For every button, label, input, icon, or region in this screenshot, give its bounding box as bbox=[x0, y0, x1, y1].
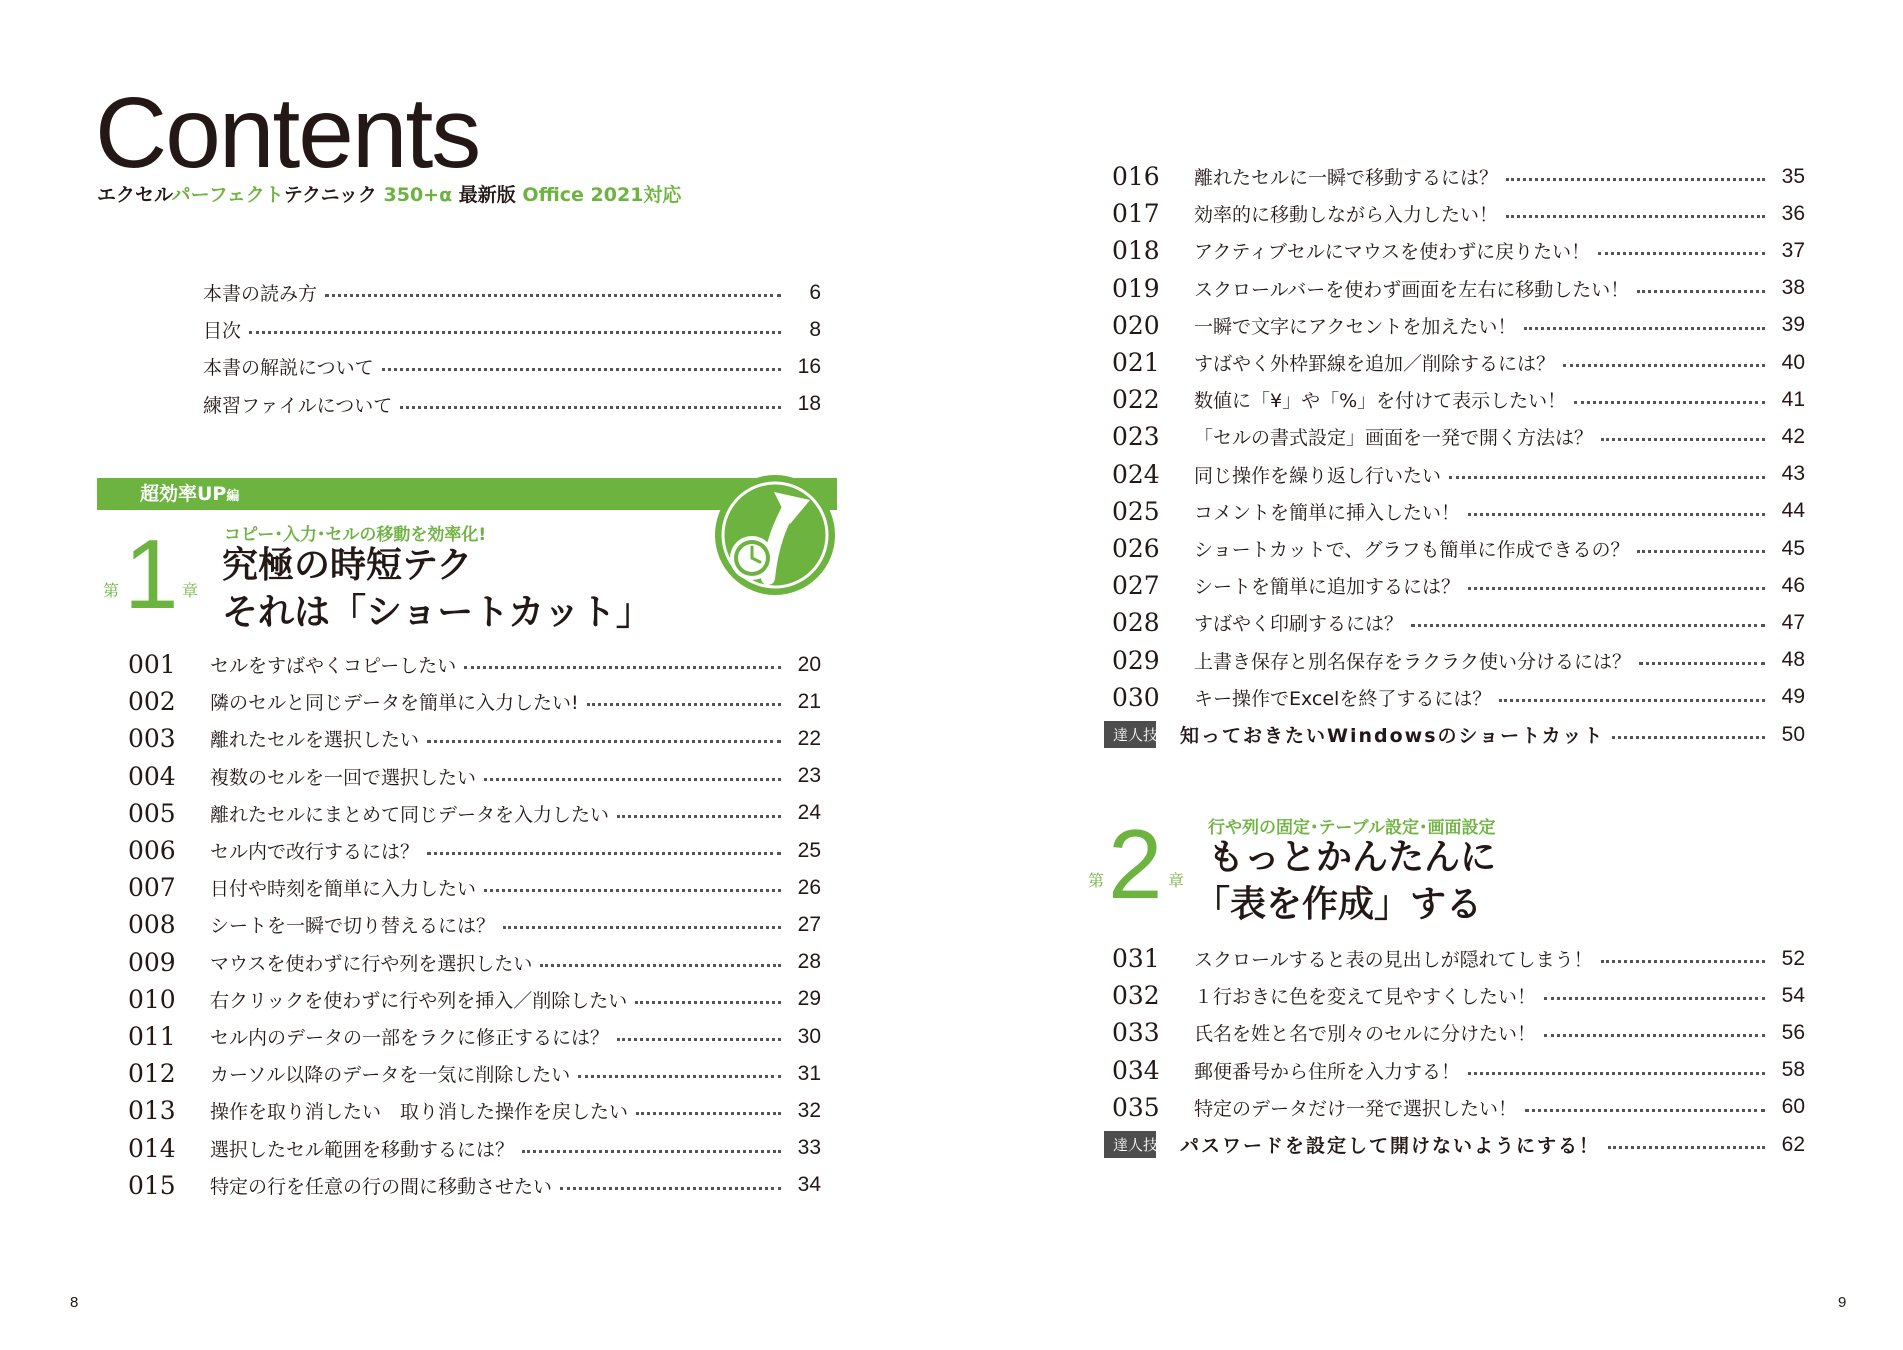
toc-item-number: 003 bbox=[128, 724, 176, 754]
page-title: Contents bbox=[95, 77, 480, 189]
toc-leader-dots bbox=[464, 666, 781, 669]
toc-item-page: 30 bbox=[797, 1024, 821, 1048]
toc-item-page: 47 bbox=[1781, 610, 1805, 634]
toc-item-number: 008 bbox=[128, 910, 176, 940]
expert-tip-item bbox=[1104, 716, 1805, 753]
toc-leader-dots bbox=[636, 1112, 781, 1115]
toc-item bbox=[1112, 940, 1805, 977]
toc-item-number: 006 bbox=[128, 836, 176, 865]
toc-leader-dots bbox=[1601, 960, 1765, 963]
chapter-1-title-line1: 究極の時短テク bbox=[222, 545, 473, 586]
subtitle-part-4: 350+α bbox=[383, 184, 453, 206]
toc-item bbox=[1112, 679, 1805, 716]
chapter-2-title-line2: 「表を作成」する bbox=[1194, 884, 1483, 925]
toc-item-label: 本書の読み方 bbox=[203, 283, 318, 305]
chapter-2-subtitle: 行や列の固定･テーブル設定･画面設定 bbox=[1208, 818, 1496, 838]
toc-item-page: 23 bbox=[797, 764, 821, 788]
page-number-right: 9 bbox=[1838, 1294, 1847, 1311]
chapter-2-suffix: 章 bbox=[1168, 871, 1185, 890]
toc-leader-dots bbox=[1563, 364, 1765, 367]
toc-leader-dots bbox=[1637, 550, 1765, 553]
toc-item bbox=[1112, 344, 1805, 381]
toc-item bbox=[1112, 642, 1805, 679]
expert-tip-item bbox=[1104, 1126, 1805, 1163]
toc-item-page: 54 bbox=[1781, 983, 1805, 1007]
toc-item bbox=[128, 832, 821, 869]
toc-leader-dots bbox=[1449, 476, 1765, 479]
toc-item bbox=[1112, 1014, 1805, 1051]
toc-item-page: 31 bbox=[797, 1061, 821, 1085]
chapter-1-title-line2: それは「ショートカット」 bbox=[222, 592, 652, 633]
toc-item bbox=[128, 683, 821, 720]
expert-tip-badge: 達人技 bbox=[1104, 721, 1156, 748]
section-banner-text: 超効率UP bbox=[140, 483, 227, 505]
toc-leader-dots bbox=[249, 331, 781, 334]
toc-leader-dots bbox=[1544, 997, 1765, 1000]
toc-item-number: 011 bbox=[128, 1022, 176, 1051]
toc-leader-dots bbox=[617, 1038, 781, 1041]
toc-item-page: 44 bbox=[1781, 499, 1805, 523]
toc-item-label: セル内のデータの一部をラクに修正するには？ bbox=[210, 1027, 610, 1049]
toc-item-page: 42 bbox=[1781, 424, 1805, 448]
chapter-1-prefix: 第 bbox=[103, 581, 120, 600]
toc-item-number: 017 bbox=[1112, 199, 1160, 229]
chapter-2-prefix: 第 bbox=[1088, 871, 1105, 890]
toc-item-label: シートを一瞬で切り替えるには？ bbox=[210, 915, 496, 938]
toc-item-label: 離れたセルを選択したい bbox=[210, 729, 420, 752]
toc-item-page: 46 bbox=[1781, 573, 1805, 597]
toc-leader-dots bbox=[1506, 178, 1765, 181]
toc-item-label: 効率的に移動しながら入力したい！ bbox=[1194, 204, 1499, 227]
subtitle-part-1: エクセル bbox=[97, 184, 172, 206]
toc-item-page: 43 bbox=[1781, 462, 1805, 486]
toc-leader-dots bbox=[503, 926, 781, 929]
toc-item bbox=[1112, 381, 1805, 418]
toc-item-page: 38 bbox=[1781, 276, 1805, 300]
toc-item-label: 氏名を姓と名で別々のセルに分けたい！ bbox=[1194, 1023, 1537, 1046]
toc-item-page: 39 bbox=[1781, 313, 1805, 337]
toc-item-label: 操作を取り消したい 取り消した操作を戻したい bbox=[210, 1101, 629, 1124]
toc-item-number: 013 bbox=[128, 1096, 176, 1126]
book-subtitle bbox=[97, 180, 681, 207]
toc-item-number: 009 bbox=[128, 947, 176, 977]
toc-item bbox=[1112, 158, 1805, 195]
toc-item-label: すばやく印刷するには？ bbox=[1194, 613, 1404, 636]
front-matter-item bbox=[203, 386, 821, 423]
toc-leader-dots bbox=[1411, 624, 1765, 627]
toc-item-page: 49 bbox=[1781, 685, 1805, 709]
toc-item-number: 014 bbox=[128, 1133, 176, 1163]
front-matter-item bbox=[203, 311, 821, 348]
toc-item bbox=[1112, 456, 1805, 493]
toc-item-number: 027 bbox=[1112, 571, 1160, 601]
toc-leader-dots bbox=[1524, 327, 1765, 330]
toc-item-page: 8 bbox=[809, 317, 821, 341]
toc-leader-dots bbox=[1468, 1072, 1765, 1075]
toc-item bbox=[128, 795, 821, 832]
toc-item-number: 020 bbox=[1112, 310, 1160, 340]
toc-item-label: 同じ操作を繰り返し行いたい bbox=[1194, 464, 1442, 487]
toc-leader-dots bbox=[1499, 699, 1765, 702]
toc-leader-dots bbox=[578, 1075, 781, 1078]
toc-item bbox=[1112, 270, 1805, 307]
toc-item-label: 一瞬で文字にアクセントを加えたい！ bbox=[1194, 315, 1517, 338]
toc-item-page: 35 bbox=[1781, 164, 1805, 188]
toc-item-number: 016 bbox=[1112, 162, 1160, 191]
toc-item-page: 20 bbox=[797, 652, 821, 676]
toc-leader-dots bbox=[560, 1187, 781, 1190]
toc-item-page: 45 bbox=[1781, 536, 1805, 560]
toc-item-label: アクティブセルにマウスを使わずに戻りたい！ bbox=[1194, 241, 1591, 264]
toc-item bbox=[128, 720, 821, 757]
section-banner-suffix: 編 bbox=[226, 489, 240, 504]
toc-item bbox=[1112, 977, 1805, 1014]
toc-item bbox=[128, 869, 821, 906]
toc-leader-dots bbox=[1574, 401, 1765, 404]
toc-item-page: 52 bbox=[1781, 946, 1805, 970]
toc-item-label: パスワードを設定して開けないようにする！ bbox=[1180, 1135, 1601, 1157]
toc-item bbox=[128, 1055, 821, 1092]
toc-item-label: 離れたセルにまとめて同じデータを入力したい bbox=[210, 803, 610, 826]
toc-leader-dots bbox=[1506, 215, 1765, 218]
toc-item bbox=[1112, 530, 1805, 567]
toc-item-number: 004 bbox=[128, 761, 176, 791]
chapter-1-number: 1 bbox=[124, 519, 179, 629]
toc-item-page: 50 bbox=[1781, 722, 1805, 746]
front-matter-item bbox=[203, 274, 821, 311]
toc-item bbox=[1112, 418, 1805, 455]
toc-item-label: 複数のセルを一回で選択したい bbox=[210, 766, 477, 789]
toc-item-label: スクロールすると表の見出しが隠れてしまう！ bbox=[1194, 949, 1593, 971]
toc-item bbox=[1112, 232, 1805, 269]
toc-leader-dots bbox=[382, 368, 781, 371]
toc-item-number: 010 bbox=[128, 984, 176, 1014]
toc-item-page: 28 bbox=[797, 950, 821, 974]
toc-item bbox=[1112, 493, 1805, 530]
toc-item-number: 029 bbox=[1112, 645, 1160, 675]
toc-item-label: 本書の解説について bbox=[203, 357, 374, 380]
toc-item-number: 002 bbox=[128, 687, 176, 717]
toc-item-label: 日付や時刻を簡単に入力したい bbox=[210, 878, 477, 901]
toc-item-page: 32 bbox=[797, 1098, 821, 1122]
toc-item bbox=[1112, 1052, 1805, 1089]
toc-item-page: 26 bbox=[797, 875, 821, 899]
toc-item-page: 41 bbox=[1781, 387, 1805, 411]
toc-item-page: 62 bbox=[1781, 1132, 1805, 1156]
toc-item-page: 58 bbox=[1781, 1058, 1805, 1082]
toc-item bbox=[128, 646, 821, 683]
toc-leader-dots bbox=[1598, 252, 1765, 255]
toc-item-label: 目次 bbox=[203, 320, 242, 343]
toc-item-page: 21 bbox=[797, 689, 821, 713]
toc-item-label: スクロールバーを使わず画面を左右に移動したい！ bbox=[1194, 278, 1630, 301]
toc-item bbox=[1112, 604, 1805, 641]
toc-leader-dots bbox=[617, 815, 781, 818]
toc-item-label: 隣のセルと同じデータを簡単に入力したい! bbox=[210, 692, 579, 715]
toc-item-page: 25 bbox=[797, 838, 821, 862]
toc-item bbox=[1112, 195, 1805, 232]
toc-item-page: 16 bbox=[797, 354, 821, 378]
toc-leader-dots bbox=[1608, 1146, 1765, 1149]
toc-item bbox=[128, 758, 821, 795]
toc-item-label: 離れたセルに一瞬で移動するには？ bbox=[1194, 167, 1499, 189]
toc-item-label: セル内で改行するには？ bbox=[210, 841, 420, 863]
toc-item bbox=[128, 1018, 821, 1055]
toc-item bbox=[128, 944, 821, 981]
clock-arrow-icon bbox=[710, 470, 840, 600]
toc-item bbox=[128, 1167, 821, 1204]
toc-item bbox=[128, 906, 821, 943]
toc-item-label: 郵便番号から住所を入力する！ bbox=[1194, 1060, 1461, 1083]
toc-item-number: 025 bbox=[1112, 496, 1160, 526]
section-banner-label bbox=[140, 480, 239, 511]
toc-item-label: ショートカットで、グラフも簡単に作成できるの？ bbox=[1194, 539, 1630, 561]
toc-leader-dots bbox=[484, 778, 781, 781]
toc-leader-dots bbox=[1468, 513, 1765, 516]
toc-item-page: 40 bbox=[1781, 350, 1805, 374]
subtitle-part-3: テクニック bbox=[283, 184, 377, 206]
page-number-left: 8 bbox=[70, 1294, 79, 1311]
toc-item-label: １行おきに色を変えて見やすくしたい！ bbox=[1194, 986, 1537, 1009]
toc-item-number: 034 bbox=[1112, 1055, 1160, 1085]
toc-leader-dots bbox=[1468, 587, 1765, 590]
toc-item-label: 右クリックを使わずに行や列を挿入／削除したい bbox=[210, 989, 628, 1012]
toc-item-label: 特定のデータだけ一発で選択したい！ bbox=[1194, 1097, 1518, 1120]
toc-item-number: 018 bbox=[1112, 236, 1160, 266]
toc-leader-dots bbox=[484, 889, 781, 892]
subtitle-part-5: 最新版 bbox=[458, 184, 516, 206]
toc-item-label: セルをすばやくコピーしたい bbox=[210, 655, 457, 677]
toc-item-label: 練習ファイルについて bbox=[203, 394, 393, 417]
toc-item-number: 023 bbox=[1112, 422, 1160, 452]
toc-item-page: 18 bbox=[797, 392, 821, 416]
toc-item-number: 033 bbox=[1112, 1018, 1160, 1048]
toc-item bbox=[128, 1092, 821, 1129]
toc-item-number: 028 bbox=[1112, 608, 1160, 638]
toc-item-page: 37 bbox=[1781, 238, 1805, 262]
toc-item-label: カーソル以降のデータを一気に削除したい bbox=[210, 1064, 571, 1087]
toc-leader-dots bbox=[400, 406, 781, 409]
chapter-2-number: 2 bbox=[1108, 809, 1163, 919]
subtitle-part-2: パーフェクト bbox=[171, 184, 284, 206]
toc-item bbox=[1112, 1089, 1805, 1126]
toc-item-label: マウスを使わずに行や列を選択したい bbox=[210, 952, 533, 975]
toc-item-label: 上書き保存と別名保存をラクラク使い分けるには？ bbox=[1194, 650, 1632, 673]
toc-item-page: 36 bbox=[1781, 201, 1805, 225]
toc-item-number: 032 bbox=[1112, 981, 1160, 1011]
toc-item-number: 030 bbox=[1112, 682, 1160, 712]
toc-item-page: 34 bbox=[797, 1173, 821, 1197]
toc-leader-dots bbox=[1525, 1109, 1765, 1112]
toc-item-label: コメントを簡単に挿入したい！ bbox=[1194, 501, 1461, 524]
toc-item-page: 48 bbox=[1781, 648, 1805, 672]
toc-leader-dots bbox=[325, 294, 781, 297]
toc-leader-dots bbox=[1637, 290, 1765, 293]
toc-item-page: 27 bbox=[797, 912, 821, 936]
toc-leader-dots bbox=[1639, 662, 1765, 665]
toc-item-label: 特定の行を任意の行の間に移動させたい bbox=[210, 1175, 553, 1198]
toc-item-number: 007 bbox=[128, 873, 176, 903]
toc-item-number: 012 bbox=[128, 1059, 176, 1089]
toc-item bbox=[1112, 567, 1805, 604]
toc-item-number: 019 bbox=[1112, 273, 1160, 303]
toc-item-number: 015 bbox=[128, 1170, 176, 1200]
toc-item-page: 33 bbox=[797, 1136, 821, 1160]
toc-leader-dots bbox=[1612, 736, 1765, 739]
toc-item-number: 001 bbox=[128, 650, 176, 679]
toc-item-page: 24 bbox=[797, 801, 821, 825]
toc-item-page: 60 bbox=[1781, 1095, 1805, 1119]
toc-item bbox=[1112, 307, 1805, 344]
toc-item-page: 6 bbox=[809, 280, 821, 304]
toc-item-label: 知っておきたいWindowsのショートカット bbox=[1180, 725, 1605, 747]
toc-item bbox=[128, 1130, 821, 1167]
toc-item-label: シートを簡単に追加するには？ bbox=[1194, 576, 1461, 599]
toc-item-label: 数値に「¥」や「%」を付けて表示したい！ bbox=[1194, 390, 1567, 413]
toc-item-number: 021 bbox=[1112, 348, 1160, 377]
chapter-2-title-line1: もっとかんたんに bbox=[1208, 837, 1497, 878]
expert-tip-badge: 達人技 bbox=[1104, 1131, 1156, 1158]
toc-item-page: 29 bbox=[797, 987, 821, 1011]
toc-leader-dots bbox=[427, 740, 781, 743]
toc-leader-dots bbox=[635, 1001, 781, 1004]
toc-item-number: 026 bbox=[1112, 534, 1160, 563]
toc-item bbox=[128, 981, 821, 1018]
chapter-1-suffix: 章 bbox=[182, 581, 199, 600]
front-matter-item bbox=[203, 348, 821, 385]
toc-item-number: 031 bbox=[1112, 944, 1160, 973]
toc-leader-dots bbox=[522, 1150, 781, 1153]
toc-item-label: 「セルの書式設定」画面を一発で開く方法は？ bbox=[1194, 427, 1594, 450]
toc-item-number: 035 bbox=[1112, 1092, 1160, 1122]
toc-item-number: 022 bbox=[1112, 385, 1160, 415]
toc-item-label: キー操作でExcelを終了するには？ bbox=[1194, 687, 1492, 710]
toc-item-number: 005 bbox=[128, 798, 176, 828]
toc-leader-dots bbox=[587, 703, 781, 706]
toc-item-page: 56 bbox=[1781, 1020, 1805, 1044]
toc-leader-dots bbox=[540, 964, 781, 967]
chapter-1-subtitle: コピー･入力･セルの移動を効率化! bbox=[224, 525, 487, 545]
toc-item-label: すばやく外枠罫線を追加／削除するには？ bbox=[1194, 353, 1556, 375]
toc-item-label: 選択したセル範囲を移動するには？ bbox=[210, 1138, 515, 1161]
toc-item-number: 024 bbox=[1112, 459, 1160, 489]
toc-item-page: 22 bbox=[797, 726, 821, 750]
toc-leader-dots bbox=[1544, 1034, 1765, 1037]
toc-leader-dots bbox=[427, 852, 781, 855]
subtitle-part-6: Office 2021対応 bbox=[522, 184, 682, 206]
toc-leader-dots bbox=[1601, 438, 1765, 441]
